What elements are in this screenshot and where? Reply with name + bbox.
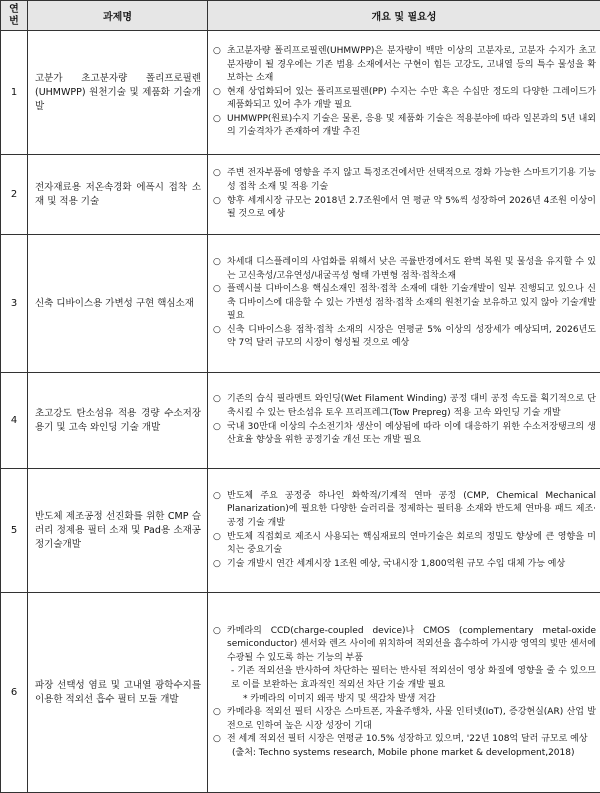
desc-item: ○ 현재 상업화되어 있는 폴리프로필렌(PP) 수지는 수만 혹은 수십만 정도의 다양한 그레이드가 제품화되고 있어 추가 개발 필요: [213, 86, 596, 113]
table-row: [1, 235, 600, 373]
row-desc: [208, 373, 600, 469]
bullet-mark: ○: [213, 168, 221, 179]
row-title: 반도체 제조공정 선진화를 위한 CMP 슬러리 정제용 필터 소재 및 Pad용 소재공정기술개발: [28, 469, 208, 593]
bullet-mark: ○: [213, 195, 221, 206]
row-desc: [208, 31, 600, 155]
desc-item: ○ 플렉시블 디바이스용 핵심소재인 점착·접착 소재에 대한 기술개발이 일부 진행되고 있으나 신축 디바이스에 대응할 수 있는 가변성 점착·접착 소재의 원천기술 보유하고 있지 않아 기술개발 필요: [213, 283, 596, 324]
row-title: 초고강도 탄소섬유 적용 경량 수소저장용기 및 고속 와인딩 기술 개발: [28, 373, 208, 469]
bullet-mark: ○: [213, 490, 221, 501]
row-no: 6: [1, 593, 28, 793]
bullet-mark: ○: [213, 284, 221, 295]
row-desc: [208, 235, 600, 373]
bullet-mark: ○: [213, 256, 221, 267]
desc-source: (출처: Techno systems research, Mobile phone market & development,2018): [232, 747, 575, 758]
bullet-mark: ○: [213, 394, 221, 405]
table-row: [1, 155, 600, 235]
row-no: 1: [1, 31, 28, 155]
row-desc: [208, 469, 600, 593]
header-desc: 개요 및 필요성: [208, 1, 600, 31]
bullet-mark: ○: [213, 558, 221, 569]
desc-item: ○ 전 세계 적외선 필터 시장은 연평균 10.5% 성장하고 있으며, '22년 108억 달러 규모로 예상: [213, 733, 596, 747]
desc-item: ○ 초고분자량 폴리프로필렌(UHMWPP)은 분자량이 백만 이상의 고분자로, 고분자 수지가 초고분자량이 될 경우에는 기존 범용 소재에서는 구현이 힘든 고강도, 고내열 등의 특수 물성을 확보하는 소재: [213, 45, 596, 86]
row-title: 고분가 초고분자량 폴리프로필렌 (UHMWPP) 원천기술 및 제품화 기술개발: [28, 31, 208, 155]
desc-item: ○ 기술 개발시 연간 세계시장 1조원 예상, 국내시장 1,800억원 규모 수입 대체 가능 예상: [213, 558, 596, 572]
desc-item: ○ 반도체 주요 공정중 하나인 화학적/기계적 연마 공정 (CMP, Chemical Mechanical Planarization)에 필요한 다양한 슬러리를 정제하는 필터용 소재와 반도체 연마용 패드 제조·공정 기술 개발: [213, 490, 596, 531]
row-no: 2: [1, 155, 28, 235]
desc-item: ○ 기존의 습식 필라멘트 와인딩(Wet Filament Winding) 공정 대비 공정 속도를 획기적으로 단축시킬 수 있는 탄소섬유 토우 프리프레그(Tow Prepreg) 적용 고속 와인딩 기술 개발: [213, 393, 596, 420]
bullet-mark: ○: [213, 421, 221, 432]
table-row: [1, 469, 600, 593]
row-no: 3: [1, 235, 28, 373]
row-no: 5: [1, 469, 28, 593]
desc-item: ○ UHMWPP(원료)수지 기술은 물론, 응용 및 제품화 기술은 적용분야에 따라 일본과의 5년 내외의 기술격차가 존재하여 개발 추진: [213, 113, 596, 140]
desc-note: * 카메라의 이미지 왜곡 방지 및 색감차 발생 저감: [243, 693, 436, 704]
desc-item: ○ 국내 30만대 이상의 수소전기차 생산이 예상됨에 따라 이에 대응하기 위한 수소저장탱크의 생산효율 향상을 위한 공정기술 개선 또는 개발 필요: [213, 421, 596, 448]
desc-item: ○ 신축 디바이스용 점착·접착 소재의 시장은 연평균 5% 이상의 성장세가 예상되며, 2026년도 약 7억 달러 규모의 시장이 형성될 것으로 예상: [213, 324, 596, 351]
desc-item: ○ 향후 세계시장 규모는 2018년 2.7조원에서 연 평균 약 5%씩 성장하여 2026년 4조원 이상이 될 것으로 예상: [213, 195, 596, 222]
desc-item: ○ 주변 전자부품에 영향을 주지 않고 특정조건에서만 선택적으로 경화 가능한 스마트기기용 기능성 접착 소재 및 적용 기술: [213, 167, 596, 194]
row-no: 4: [1, 373, 28, 469]
row-desc: [208, 155, 600, 235]
row-title: 파장 선택성 염료 및 고내열 광학수지를 이용한 적외선 흡수 필터 모듈 개발: [28, 593, 208, 793]
bullet-mark: ○: [213, 324, 221, 335]
bullet-mark: ○: [213, 113, 221, 124]
table-row: [1, 31, 600, 155]
bullet-mark: ○: [213, 45, 221, 56]
table-row: [1, 373, 600, 469]
row-title: 전자재료용 저온속경화 에폭시 접착 소재 및 적용 기술: [28, 155, 208, 235]
desc-item: ○ 차세대 디스플레이의 사업화를 위해서 낮은 곡률반경에서도 완벽 복원 및 물성을 유지할 수 있는 고신축성/고유연성/내굴곡성 형태 가변형 점착·접착소재: [213, 256, 596, 283]
desc-item: ○ 반도체 직접회로 제조시 사용되는 핵심재료의 연마기술은 회로의 정밀도 향상에 큰 영향을 미치는 중요기술: [213, 531, 596, 558]
header-no: 연 번: [1, 1, 28, 31]
row-title: 신축 디바이스용 가변성 구현 핵심소재: [28, 235, 208, 373]
header-title: 과제명: [28, 1, 208, 31]
bullet-mark: ○: [213, 734, 221, 745]
bullet-mark: ○: [213, 86, 221, 97]
bullet-mark: ○: [213, 625, 221, 636]
bullet-mark: ○: [213, 707, 221, 718]
bullet-mark: ○: [213, 531, 221, 542]
desc-item: ○ 카메라의 CCD(charge-coupled device)나 CMOS (complementary metal-oxide semiconductor) 센서와 렌즈 사이에 위치하여 적외선을 흡수하여 가시광 영역의 빛만 센서에 수광될 수 있도록 하는 기능의 부품: [213, 625, 596, 666]
desc-sub-item: - 기존 적외선을 반사하여 차단하는 필터는 반사된 적외선이 영상 화질에 영향을 줄 수 있으므로 이를 보완하는 효과적인 적외선 차단 기술 개발 필요: [231, 666, 596, 690]
row-desc: [208, 593, 600, 793]
table-row: [1, 593, 600, 793]
header-row: [1, 1, 600, 31]
desc-item: ○ 카메라용 적외선 필터 시장은 스마트폰, 자율주행차, 사물 인터넷(IoT), 증강현실(AR) 산업 발전으로 인하여 높은 시장 성장이 기대: [213, 706, 596, 733]
